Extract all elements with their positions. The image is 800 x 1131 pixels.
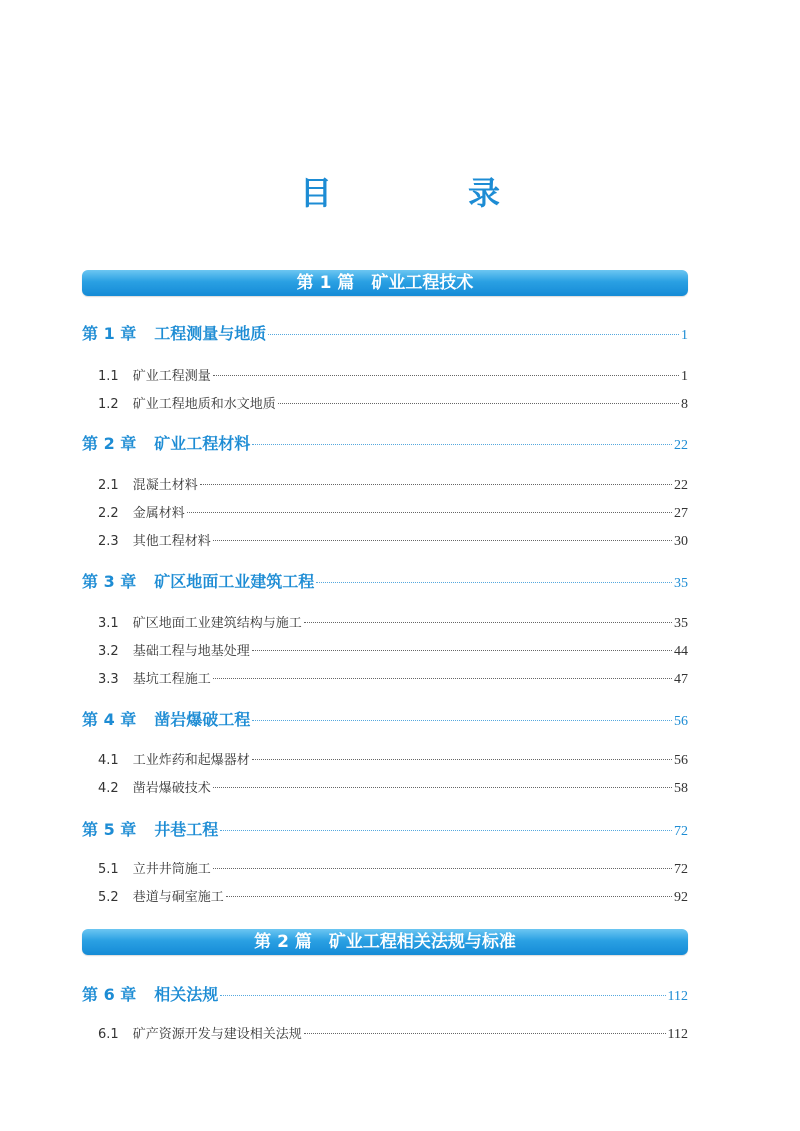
section-title: 其他工程材料 (132, 534, 211, 549)
dot-leader (278, 403, 679, 404)
section-number: 6.1 (98, 1027, 119, 1042)
toc-chapter-5[interactable] (82, 817, 688, 840)
dot-leader (316, 582, 672, 583)
dot-leader (200, 484, 672, 485)
page-number: 22 (674, 438, 688, 453)
toc-chapter-4[interactable] (82, 707, 688, 730)
section-number: 1.2 (98, 397, 119, 412)
dot-leader (213, 540, 672, 541)
page-number: 8 (681, 397, 688, 412)
page-number: 92 (674, 890, 688, 905)
chapter-title: 凿岩爆破工程 (154, 710, 251, 729)
chapter-title: 工程测量与地质 (154, 324, 267, 343)
section-number: 2.1 (98, 478, 119, 493)
chapter-number: 第 4 章 (82, 710, 137, 729)
part-banner-2: 第 2 篇 矿业工程相关法规与标准 (82, 929, 688, 955)
section-title: 基坑工程施工 (132, 672, 211, 687)
toc-chapter-6[interactable] (82, 982, 688, 1005)
section-number: 5.2 (98, 890, 119, 905)
dot-leader (226, 896, 672, 897)
toc-section-3-3[interactable] (98, 668, 688, 688)
toc-section-5-1[interactable] (98, 858, 688, 878)
chapter-title: 井巷工程 (154, 820, 219, 839)
part-banner-1: 第 1 篇 矿业工程技术 (82, 270, 688, 296)
toc-section-3-2[interactable] (98, 640, 688, 660)
toc-chapter-3[interactable] (82, 569, 688, 592)
toc-chapter-2[interactable] (82, 431, 688, 454)
toc-section-2-2[interactable] (98, 502, 688, 522)
dot-leader (304, 1033, 666, 1034)
toc-section-5-2[interactable] (98, 886, 688, 906)
dot-leader (213, 868, 672, 869)
dot-leader (213, 375, 679, 376)
page-number: 56 (674, 714, 688, 729)
chapter-number: 第 3 章 (82, 572, 137, 591)
section-number: 3.2 (98, 644, 119, 659)
page-number: 1 (681, 328, 688, 343)
page-number: 1 (681, 369, 688, 384)
page-number: 22 (674, 478, 688, 493)
section-title: 基础工程与地基处理 (132, 644, 250, 659)
page-title: 目 录 (299, 174, 552, 212)
page-number: 58 (674, 781, 688, 796)
toc-section-2-1[interactable] (98, 474, 688, 494)
page-number: 56 (674, 753, 688, 768)
section-title: 矿区地面工业建筑结构与施工 (132, 616, 302, 631)
chapter-number: 第 1 章 (82, 324, 137, 343)
section-number: 2.3 (98, 534, 119, 549)
page-number: 44 (674, 644, 688, 659)
toc-section-2-3[interactable] (98, 530, 688, 550)
toc-section-4-2[interactable] (98, 777, 688, 797)
page-number: 35 (674, 616, 688, 631)
dot-leader (220, 995, 665, 996)
section-title: 凿岩爆破技术 (132, 781, 211, 796)
dot-leader (268, 334, 679, 335)
toc-section-4-1[interactable] (98, 749, 688, 769)
section-number: 5.1 (98, 862, 119, 877)
page-number: 35 (674, 576, 688, 591)
dot-leader (252, 444, 672, 445)
toc-section-1-1[interactable] (98, 365, 688, 385)
section-title: 混凝土材料 (132, 478, 198, 493)
toc-chapter-1[interactable] (82, 321, 688, 344)
dot-leader (252, 759, 672, 760)
section-number: 4.2 (98, 781, 119, 796)
section-title: 矿业工程测量 (132, 369, 211, 384)
page-number: 30 (674, 534, 688, 549)
chapter-title: 矿业工程材料 (154, 434, 251, 453)
section-number: 3.1 (98, 616, 119, 631)
chapter-title: 相关法规 (154, 985, 219, 1004)
section-title: 巷道与硐室施工 (132, 890, 224, 905)
dot-leader (252, 720, 672, 721)
section-title: 矿业工程地质和水文地质 (132, 397, 276, 412)
section-number: 3.3 (98, 672, 119, 687)
toc-section-1-2[interactable] (98, 393, 688, 413)
page-number: 72 (674, 862, 688, 877)
page-number: 112 (667, 1027, 688, 1042)
dot-leader (220, 830, 672, 831)
dot-leader (213, 787, 672, 788)
page-number: 112 (667, 989, 688, 1004)
dot-leader (252, 650, 672, 651)
chapter-number: 第 6 章 (82, 985, 137, 1004)
section-title: 立井井筒施工 (132, 862, 211, 877)
toc-section-6-1[interactable] (98, 1023, 688, 1043)
section-number: 4.1 (98, 753, 119, 768)
dot-leader (187, 512, 672, 513)
toc-section-3-1[interactable] (98, 612, 688, 632)
section-title: 矿产资源开发与建设相关法规 (132, 1027, 302, 1042)
section-title: 金属材料 (132, 506, 185, 521)
chapter-title: 矿区地面工业建筑工程 (154, 572, 315, 591)
chapter-number: 第 2 章 (82, 434, 137, 453)
dot-leader (213, 678, 672, 679)
page-number: 72 (674, 824, 688, 839)
section-number: 1.1 (98, 369, 119, 384)
section-title: 工业炸药和起爆器材 (132, 753, 250, 768)
page-number: 27 (674, 506, 688, 521)
dot-leader (304, 622, 672, 623)
chapter-number: 第 5 章 (82, 820, 137, 839)
page-number: 47 (674, 672, 688, 687)
section-number: 2.2 (98, 506, 119, 521)
